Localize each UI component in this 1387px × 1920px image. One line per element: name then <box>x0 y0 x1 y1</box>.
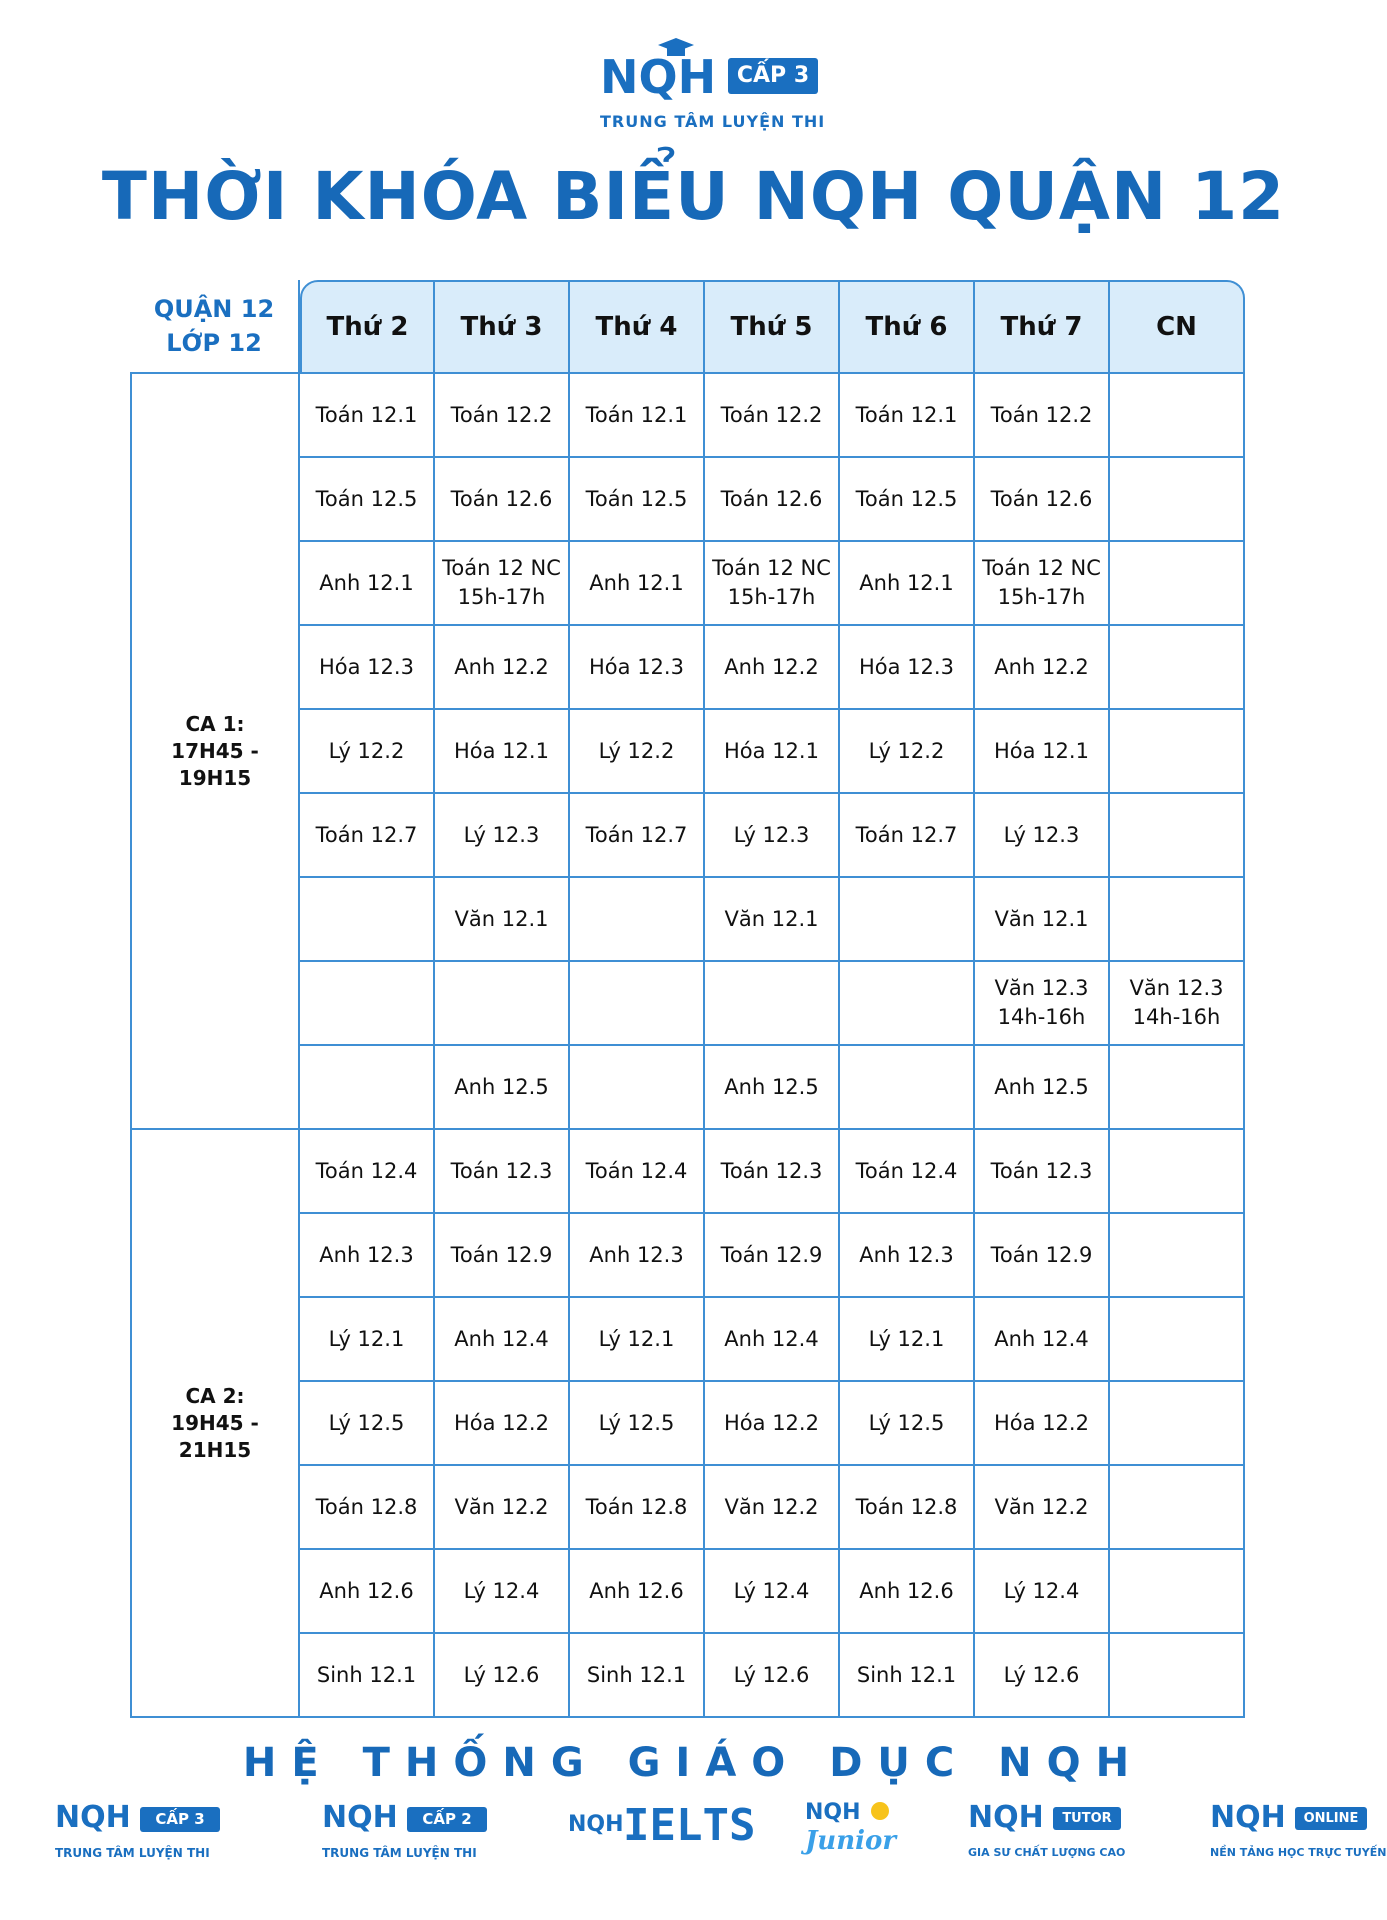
class-cell <box>300 878 435 962</box>
class-cell: Anh 12.2 <box>975 626 1110 710</box>
class-cell <box>1110 458 1245 542</box>
day-header: CN <box>1110 280 1245 374</box>
shift-label <box>130 1130 300 1718</box>
logo-tier-badge: CẤP 3 <box>728 58 818 94</box>
day-header: Thứ 3 <box>435 280 570 374</box>
class-cell: Anh 12.5 <box>435 1046 570 1130</box>
class-cell: Sinh 12.1 <box>570 1634 705 1718</box>
class-cell <box>1110 1466 1245 1550</box>
class-cell <box>1110 878 1245 962</box>
class-cell: Anh 12.5 <box>975 1046 1110 1130</box>
class-cell: Toán 12.1 <box>300 374 435 458</box>
footer-logo-brand: NQH <box>568 1812 624 1837</box>
class-cell <box>300 1046 435 1130</box>
logo-tagline: TRUNG TÂM LUYỆN THI <box>600 112 826 131</box>
footer-logo-tier: ONLINE <box>1295 1807 1367 1830</box>
class-cell: Toán 12 NC 15h-17h <box>705 542 840 626</box>
class-cell: Toán 12.5 <box>570 458 705 542</box>
class-cell <box>1110 710 1245 794</box>
class-cell: Văn 12.1 <box>435 878 570 962</box>
class-cell: Toán 12 NC 15h-17h <box>975 542 1110 626</box>
shift-name: CA 1: <box>185 711 245 736</box>
class-cell: Lý 12.6 <box>705 1634 840 1718</box>
class-cell: Sinh 12.1 <box>300 1634 435 1718</box>
class-cell: Anh 12.3 <box>570 1214 705 1298</box>
footer-logo-cap2 <box>322 1800 512 1880</box>
class-cell: Anh 12.2 <box>705 626 840 710</box>
class-cell: Lý 12.5 <box>300 1382 435 1466</box>
class-cell: Lý 12.2 <box>570 710 705 794</box>
class-cell: Toán 12.3 <box>705 1130 840 1214</box>
class-cell: Toán 12.4 <box>840 1130 975 1214</box>
class-cell: Lý 12.1 <box>300 1298 435 1382</box>
class-cell: Lý 12.4 <box>435 1550 570 1634</box>
class-cell: Lý 12.5 <box>570 1382 705 1466</box>
class-cell: Văn 12.1 <box>705 878 840 962</box>
class-cell <box>1110 1382 1245 1466</box>
class-cell: Lý 12.3 <box>705 794 840 878</box>
footer-logo-tier: TUTOR <box>1053 1807 1121 1830</box>
class-cell: Toán 12.7 <box>570 794 705 878</box>
class-cell: Toán 12.3 <box>435 1130 570 1214</box>
class-cell: Hóa 12.3 <box>840 626 975 710</box>
footer-logo-cap3 <box>55 1800 245 1880</box>
class-cell: Toán 12.6 <box>975 458 1110 542</box>
class-cell: Lý 12.3 <box>435 794 570 878</box>
day-header: Thứ 4 <box>570 280 705 374</box>
class-cell: Toán 12.7 <box>300 794 435 878</box>
footer-title: HỆ THỐNG GIÁO DỤC NQH <box>242 1740 1145 1786</box>
class-cell: Toán 12.8 <box>840 1466 975 1550</box>
class-cell: Văn 12.2 <box>705 1466 840 1550</box>
class-cell: Toán 12.9 <box>435 1214 570 1298</box>
class-cell: Văn 12.1 <box>975 878 1110 962</box>
day-header: Thứ 5 <box>705 280 840 374</box>
class-cell: Toán 12.4 <box>300 1130 435 1214</box>
class-cell: Anh 12.6 <box>840 1550 975 1634</box>
footer-logo-tier: IELTS <box>623 1800 756 1851</box>
class-cell: Toán 12.2 <box>435 374 570 458</box>
class-cell <box>1110 1046 1245 1130</box>
table-row <box>130 1130 1245 1214</box>
footer-logo-tagline: NỀN TẢNG HỌC TRỰC TUYẾN <box>1210 1846 1387 1859</box>
class-cell <box>570 878 705 962</box>
header-logo <box>600 50 826 135</box>
class-cell: Lý 12.4 <box>975 1550 1110 1634</box>
class-cell: Toán 12.2 <box>975 374 1110 458</box>
table-row <box>130 374 1245 458</box>
footer-logo-brand: NQH <box>805 1800 861 1825</box>
class-cell: Toán 12.9 <box>705 1214 840 1298</box>
footer-logo-brand: NQH <box>55 1800 131 1835</box>
footer-logo-brand: NQH <box>968 1800 1044 1835</box>
class-cell: Lý 12.6 <box>975 1634 1110 1718</box>
class-cell: Toán 12.5 <box>840 458 975 542</box>
logo-brand: NQH <box>600 50 717 104</box>
class-cell <box>1110 626 1245 710</box>
class-cell <box>1110 1130 1245 1214</box>
class-cell: Toán 12.6 <box>435 458 570 542</box>
class-cell <box>1110 1550 1245 1634</box>
footer-logo-tagline: TRUNG TÂM LUYỆN THI <box>55 1846 210 1860</box>
footer-logo-online <box>1210 1800 1387 1880</box>
class-cell: Lý 12.1 <box>840 1298 975 1382</box>
footer-logo-tagline: GIA SƯ CHẤT LƯỢNG CAO <box>968 1846 1126 1859</box>
class-cell: Toán 12.7 <box>840 794 975 878</box>
class-cell <box>300 962 435 1046</box>
class-cell: Toán 12.6 <box>705 458 840 542</box>
corner-label <box>130 280 300 374</box>
class-cell <box>1110 1298 1245 1382</box>
shift-label <box>130 374 300 1130</box>
class-cell: Toán 12.3 <box>975 1130 1110 1214</box>
class-cell: Lý 12.1 <box>570 1298 705 1382</box>
class-cell: Lý 12.2 <box>300 710 435 794</box>
footer-logo-tier: Junior <box>805 1826 897 1856</box>
class-cell: Toán 12.5 <box>300 458 435 542</box>
class-cell: Toán 12.9 <box>975 1214 1110 1298</box>
footer-logo-tier: CẤP 3 <box>140 1807 220 1832</box>
class-cell: Hóa 12.2 <box>975 1382 1110 1466</box>
footer-logo-ielts <box>568 1800 756 1880</box>
class-cell: Văn 12.2 <box>435 1466 570 1550</box>
page-title: THỜI KHÓA BIỂU NQH QUẬN 12 <box>101 158 1286 235</box>
footer-logo-tagline: TRUNG TÂM LUYỆN THI <box>322 1846 477 1860</box>
class-cell: Hóa 12.1 <box>435 710 570 794</box>
class-cell: Văn 12.3 14h-16h <box>975 962 1110 1046</box>
class-cell <box>1110 542 1245 626</box>
shift-time: 19H45 - 21H15 <box>171 1410 259 1462</box>
footer-logo-tier: CẤP 2 <box>407 1807 487 1832</box>
class-cell: Lý 12.6 <box>435 1634 570 1718</box>
class-cell: Hóa 12.3 <box>300 626 435 710</box>
class-cell <box>840 962 975 1046</box>
day-header: Thứ 2 <box>300 280 435 374</box>
class-cell: Toán 12.1 <box>840 374 975 458</box>
class-cell: Anh 12.1 <box>570 542 705 626</box>
footer-logo-tutor <box>968 1800 1128 1880</box>
class-cell: Hóa 12.1 <box>705 710 840 794</box>
corner-grade: LỚP 12 <box>166 329 262 357</box>
class-cell: Anh 12.4 <box>435 1298 570 1382</box>
class-cell: Anh 12.1 <box>840 542 975 626</box>
shift-name: CA 2: <box>185 1383 245 1408</box>
class-cell <box>435 962 570 1046</box>
class-cell <box>1110 794 1245 878</box>
timetable <box>130 280 1245 1718</box>
class-cell: Toán 12.4 <box>570 1130 705 1214</box>
class-cell <box>1110 1214 1245 1298</box>
class-cell: Lý 12.5 <box>840 1382 975 1466</box>
class-cell: Anh 12.3 <box>840 1214 975 1298</box>
footer-logo-junior <box>805 1800 915 1880</box>
class-cell: Toán 12 NC 15h-17h <box>435 542 570 626</box>
class-cell <box>840 1046 975 1130</box>
day-header: Thứ 6 <box>840 280 975 374</box>
class-cell <box>840 878 975 962</box>
footer-logo-brand: NQH <box>1210 1800 1286 1835</box>
class-cell: Anh 12.4 <box>975 1298 1110 1382</box>
class-cell: Hóa 12.3 <box>570 626 705 710</box>
class-cell: Văn 12.3 14h-16h <box>1110 962 1245 1046</box>
class-cell: Hóa 12.2 <box>435 1382 570 1466</box>
class-cell: Anh 12.5 <box>705 1046 840 1130</box>
sun-icon <box>871 1802 889 1820</box>
class-cell: Văn 12.2 <box>975 1466 1110 1550</box>
class-cell: Lý 12.3 <box>975 794 1110 878</box>
class-cell: Anh 12.4 <box>705 1298 840 1382</box>
class-cell: Anh 12.6 <box>570 1550 705 1634</box>
class-cell: Anh 12.3 <box>300 1214 435 1298</box>
class-cell: Lý 12.2 <box>840 710 975 794</box>
class-cell: Anh 12.1 <box>300 542 435 626</box>
class-cell: Hóa 12.1 <box>975 710 1110 794</box>
class-cell <box>570 1046 705 1130</box>
class-cell: Toán 12.8 <box>300 1466 435 1550</box>
class-cell: Toán 12.8 <box>570 1466 705 1550</box>
class-cell: Toán 12.2 <box>705 374 840 458</box>
shift-time: 17H45 - 19H15 <box>171 738 259 790</box>
class-cell: Lý 12.4 <box>705 1550 840 1634</box>
class-cell: Sinh 12.1 <box>840 1634 975 1718</box>
class-cell <box>1110 374 1245 458</box>
class-cell: Anh 12.2 <box>435 626 570 710</box>
class-cell: Hóa 12.2 <box>705 1382 840 1466</box>
corner-district: QUẬN 12 <box>153 295 275 323</box>
footer-logo-brand: NQH <box>322 1800 398 1835</box>
day-header: Thứ 7 <box>975 280 1110 374</box>
class-cell <box>1110 1634 1245 1718</box>
class-cell <box>570 962 705 1046</box>
class-cell <box>705 962 840 1046</box>
class-cell: Toán 12.1 <box>570 374 705 458</box>
class-cell: Anh 12.6 <box>300 1550 435 1634</box>
